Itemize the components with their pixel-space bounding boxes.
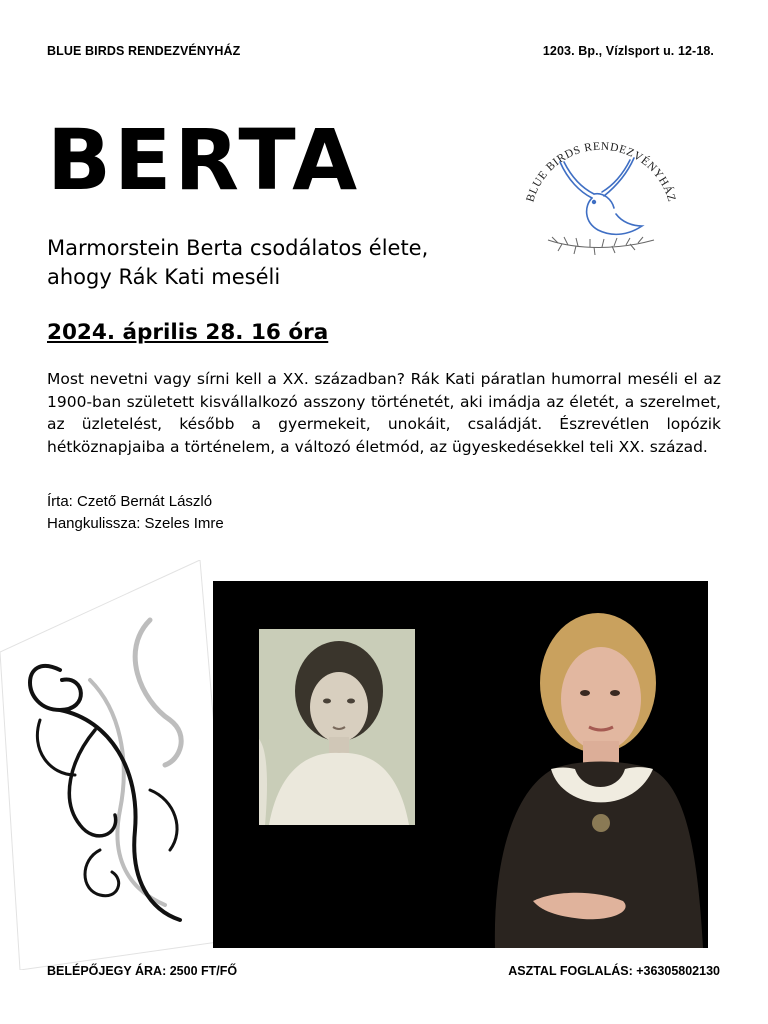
ticket-price: BELÉPŐJEGY ÁRA: 2500 FT/FŐ bbox=[47, 964, 238, 978]
decorative-ornament bbox=[0, 560, 232, 970]
venue-name: BLUE BIRDS RENDEZVÉNYHÁZ bbox=[47, 44, 241, 58]
credits bbox=[47, 491, 224, 535]
laurel-branch-icon bbox=[548, 237, 654, 255]
vintage-portrait-figure bbox=[259, 629, 415, 825]
sound-credit: Hangkulissza: Szeles Imre bbox=[47, 515, 224, 532]
brooch-icon bbox=[592, 814, 610, 832]
venue-address: 1203. Bp., Vízlsport u. 12-18. bbox=[542, 44, 714, 58]
event-subtitle: Marmorstein Berta csodálatos élete, ahogy Rák Kati meséli bbox=[47, 236, 429, 289]
actress-figure bbox=[473, 601, 708, 948]
actress-photo bbox=[473, 601, 708, 948]
vintage-portrait bbox=[259, 629, 415, 825]
blue-birds-logo bbox=[518, 122, 684, 274]
table-reservation: ASZTAL FOGLALÁS: +36305802130 bbox=[508, 964, 720, 978]
event-title: BERTA bbox=[47, 111, 361, 209]
event-date: 2024. április 28. 16 óra bbox=[47, 320, 329, 345]
event-description: Most nevetni vagy sírni kell a XX. században? Rák Kati páratlan humorral meséli el az 1900-ban született kisvállalkozó asszony történetét, aki imádja az életét, a szerelmet, az üzletelést, később a gyermekeit, unokáit, családját. Észrevétlen lopózik hétköznapjaiba a történelem, a változó életmód, az ügyeskedésekkel teli XX. század. bbox=[47, 370, 721, 456]
event-photo bbox=[213, 581, 708, 948]
dove-icon bbox=[560, 158, 642, 234]
logo-text: BLUE BIRDS RENDEZVÉNYHÁZ bbox=[524, 140, 678, 204]
author-credit: Írta: Czető Bernát László bbox=[47, 493, 213, 510]
